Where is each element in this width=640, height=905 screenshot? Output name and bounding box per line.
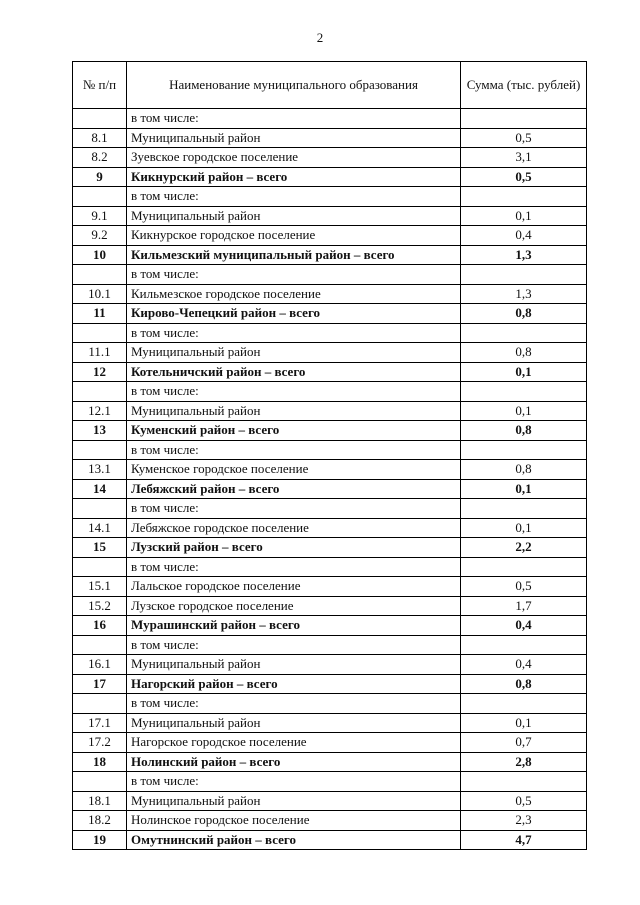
table-row <box>73 343 587 363</box>
table-row <box>73 206 587 226</box>
row-sum-cell <box>461 323 587 343</box>
row-name-cell: в том числе: <box>127 265 461 285</box>
row-name-cell: Лебяжский район – всего <box>127 479 461 499</box>
row-sum-cell: 2,2 <box>461 538 587 558</box>
row-sum-cell: 0,4 <box>461 226 587 246</box>
row-num-cell: 18.2 <box>73 811 127 831</box>
table-header-row <box>73 62 587 109</box>
table-row <box>73 128 587 148</box>
row-name-cell: Лузский район – всего <box>127 538 461 558</box>
table-row <box>73 752 587 772</box>
row-name-cell: в том числе: <box>127 635 461 655</box>
row-sum-cell <box>461 265 587 285</box>
row-sum-cell: 1,3 <box>461 284 587 304</box>
row-num-cell: 11.1 <box>73 343 127 363</box>
row-num-cell: 18 <box>73 752 127 772</box>
row-name-cell: в том числе: <box>127 109 461 129</box>
row-sum-cell <box>461 772 587 792</box>
table-row <box>73 830 587 850</box>
row-num-cell: 12.1 <box>73 401 127 421</box>
row-name-cell: в том числе: <box>127 694 461 714</box>
row-num-cell: 8.2 <box>73 148 127 168</box>
row-num-cell <box>73 694 127 714</box>
row-name-cell: Муниципальный район <box>127 655 461 675</box>
row-name-cell: Лебяжское городское поселение <box>127 518 461 538</box>
table-row <box>73 733 587 753</box>
table-row <box>73 499 587 519</box>
table-row <box>73 518 587 538</box>
row-sum-cell <box>461 440 587 460</box>
row-num-cell: 17 <box>73 674 127 694</box>
row-name-cell: Кильмезский муниципальный район – всего <box>127 245 461 265</box>
table-row <box>73 791 587 811</box>
row-sum-cell: 0,1 <box>461 362 587 382</box>
budget-table <box>72 61 587 850</box>
table-row <box>73 148 587 168</box>
row-sum-cell: 0,7 <box>461 733 587 753</box>
row-num-cell: 15.2 <box>73 596 127 616</box>
row-num-cell: 12 <box>73 362 127 382</box>
row-num-cell: 13.1 <box>73 460 127 480</box>
row-name-cell: Нолинское городское поселение <box>127 811 461 831</box>
header-sum: Сумма (тыс. рублей) <box>461 62 587 109</box>
row-num-cell: 17.2 <box>73 733 127 753</box>
row-num-cell <box>73 109 127 129</box>
row-num-cell: 14.1 <box>73 518 127 538</box>
row-sum-cell: 1,7 <box>461 596 587 616</box>
row-name-cell: Куменский район – всего <box>127 421 461 441</box>
row-name-cell: Муниципальный район <box>127 713 461 733</box>
row-name-cell: Лузское городское поселение <box>127 596 461 616</box>
row-name-cell: Котельничский район – всего <box>127 362 461 382</box>
row-name-cell: Куменское городское поселение <box>127 460 461 480</box>
row-sum-cell <box>461 499 587 519</box>
table-row <box>73 323 587 343</box>
row-name-cell: Кирово-Чепецкий район – всего <box>127 304 461 324</box>
row-sum-cell: 0,1 <box>461 518 587 538</box>
table-row <box>73 596 587 616</box>
row-num-cell: 15 <box>73 538 127 558</box>
row-name-cell: Кикнурский район – всего <box>127 167 461 187</box>
table-row <box>73 382 587 402</box>
table-row <box>73 674 587 694</box>
row-sum-cell: 0,1 <box>461 713 587 733</box>
table-row <box>73 187 587 207</box>
row-sum-cell: 0,8 <box>461 343 587 363</box>
row-name-cell: Муниципальный район <box>127 128 461 148</box>
table-row <box>73 694 587 714</box>
row-sum-cell: 0,1 <box>461 401 587 421</box>
row-num-cell: 10 <box>73 245 127 265</box>
row-name-cell: Муниципальный район <box>127 206 461 226</box>
table-row <box>73 713 587 733</box>
row-name-cell: Нагорское городское поселение <box>127 733 461 753</box>
row-name-cell: Нолинский район – всего <box>127 752 461 772</box>
row-name-cell: Лальское городское поселение <box>127 577 461 597</box>
row-num-cell <box>73 265 127 285</box>
row-num-cell: 13 <box>73 421 127 441</box>
table-row <box>73 616 587 636</box>
row-sum-cell: 0,1 <box>461 479 587 499</box>
row-num-cell: 10.1 <box>73 284 127 304</box>
row-num-cell <box>73 440 127 460</box>
row-num-cell <box>73 187 127 207</box>
table-row <box>73 460 587 480</box>
row-num-cell <box>73 772 127 792</box>
page-number: 2 <box>316 30 324 45</box>
row-num-cell: 14 <box>73 479 127 499</box>
row-name-cell: Зуевское городское поселение <box>127 148 461 168</box>
row-sum-cell: 0,8 <box>461 460 587 480</box>
table-row <box>73 284 587 304</box>
header-name: Наименование муниципального образования <box>127 62 461 109</box>
table-row <box>73 265 587 285</box>
row-sum-cell: 1,3 <box>461 245 587 265</box>
row-num-cell: 18.1 <box>73 791 127 811</box>
row-sum-cell <box>461 109 587 129</box>
row-num-cell: 17.1 <box>73 713 127 733</box>
row-name-cell: в том числе: <box>127 382 461 402</box>
row-name-cell: в том числе: <box>127 187 461 207</box>
table-row <box>73 245 587 265</box>
row-num-cell <box>73 499 127 519</box>
table-body <box>73 109 587 850</box>
row-sum-cell: 0,5 <box>461 167 587 187</box>
table-row <box>73 557 587 577</box>
row-sum-cell <box>461 557 587 577</box>
row-sum-cell <box>461 694 587 714</box>
table-row <box>73 304 587 324</box>
row-sum-cell <box>461 187 587 207</box>
row-name-cell: в том числе: <box>127 499 461 519</box>
row-sum-cell: 0,5 <box>461 128 587 148</box>
table-row <box>73 401 587 421</box>
row-sum-cell <box>461 635 587 655</box>
table-row <box>73 772 587 792</box>
row-num-cell: 15.1 <box>73 577 127 597</box>
row-name-cell: Мурашинский район – всего <box>127 616 461 636</box>
row-name-cell: Муниципальный район <box>127 343 461 363</box>
row-num-cell: 9 <box>73 167 127 187</box>
row-sum-cell: 0,5 <box>461 577 587 597</box>
table-row <box>73 479 587 499</box>
header-num: № п/п <box>73 62 127 109</box>
row-num-cell <box>73 382 127 402</box>
row-num-cell <box>73 323 127 343</box>
table-row <box>73 362 587 382</box>
row-name-cell: в том числе: <box>127 440 461 460</box>
row-sum-cell: 0,8 <box>461 421 587 441</box>
row-num-cell: 16.1 <box>73 655 127 675</box>
table-row <box>73 109 587 129</box>
row-name-cell: Кильмезское городское поселение <box>127 284 461 304</box>
table-row <box>73 538 587 558</box>
row-num-cell: 8.1 <box>73 128 127 148</box>
row-name-cell: Муниципальный район <box>127 791 461 811</box>
table-row <box>73 655 587 675</box>
row-sum-cell: 0,4 <box>461 655 587 675</box>
row-num-cell: 11 <box>73 304 127 324</box>
row-name-cell: Нагорский район – всего <box>127 674 461 694</box>
row-num-cell <box>73 557 127 577</box>
row-sum-cell: 0,1 <box>461 206 587 226</box>
table-row <box>73 421 587 441</box>
row-num-cell: 9.2 <box>73 226 127 246</box>
row-num-cell: 9.1 <box>73 206 127 226</box>
table-row <box>73 577 587 597</box>
row-sum-cell: 0,4 <box>461 616 587 636</box>
row-sum-cell: 2,3 <box>461 811 587 831</box>
row-sum-cell: 0,8 <box>461 304 587 324</box>
table-row <box>73 811 587 831</box>
row-num-cell: 19 <box>73 830 127 850</box>
row-sum-cell: 0,8 <box>461 674 587 694</box>
row-name-cell: в том числе: <box>127 323 461 343</box>
table-row <box>73 635 587 655</box>
row-sum-cell: 3,1 <box>461 148 587 168</box>
row-name-cell: Муниципальный район <box>127 401 461 421</box>
row-sum-cell <box>461 382 587 402</box>
row-sum-cell: 0,5 <box>461 791 587 811</box>
row-name-cell: Кикнурское городское поселение <box>127 226 461 246</box>
table-row <box>73 440 587 460</box>
table-row <box>73 167 587 187</box>
row-num-cell: 16 <box>73 616 127 636</box>
row-sum-cell: 4,7 <box>461 830 587 850</box>
row-name-cell: Омутнинский район – всего <box>127 830 461 850</box>
row-sum-cell: 2,8 <box>461 752 587 772</box>
table-row <box>73 226 587 246</box>
row-num-cell <box>73 635 127 655</box>
row-name-cell: в том числе: <box>127 557 461 577</box>
row-name-cell: в том числе: <box>127 772 461 792</box>
